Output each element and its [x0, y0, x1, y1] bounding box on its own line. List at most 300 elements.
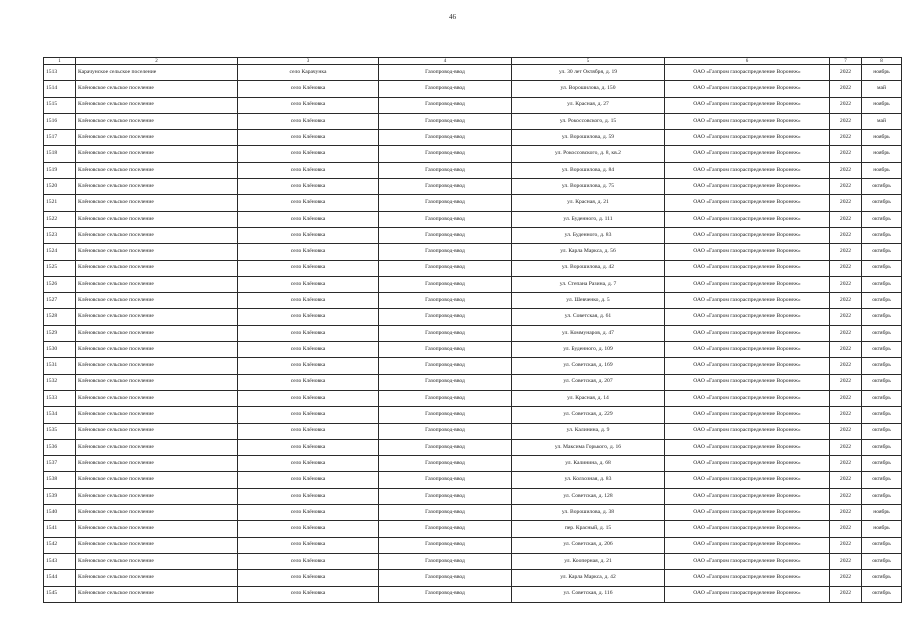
month-cell: октябрь — [862, 325, 902, 341]
settlement-cell: Клёновское сельское поселение — [76, 293, 238, 309]
year-cell: 2022 — [830, 521, 862, 537]
table-row — [44, 537, 902, 553]
operator-cell: ОАО «Газпром газораспределение Воронеж» — [665, 407, 830, 423]
month-cell: октябрь — [862, 553, 902, 569]
month-cell: ноябрь — [862, 146, 902, 162]
row-number-cell: 1529 — [44, 325, 76, 341]
address-cell: ул. Рокоссовского, д. 15 — [512, 113, 665, 129]
table-row — [44, 439, 902, 455]
year-cell: 2022 — [830, 586, 862, 602]
operator-cell: ОАО «Газпром газораспределение Воронеж» — [665, 537, 830, 553]
year-cell: 2022 — [830, 390, 862, 406]
operator-cell: ОАО «Газпром газораспределение Воронеж» — [665, 244, 830, 260]
object-cell: Газопровод-ввод — [379, 195, 512, 211]
operator-cell: ОАО «Газпром газораспределение Воронеж» — [665, 130, 830, 146]
month-cell: май — [862, 81, 902, 97]
locality-cell: село Клёновка — [238, 586, 379, 602]
operator-cell: ОАО «Газпром газораспределение Воронеж» — [665, 390, 830, 406]
month-cell: октябрь — [862, 488, 902, 504]
address-cell: ул. Буденного, д. 109 — [512, 342, 665, 358]
locality-cell: село Клёновка — [238, 423, 379, 439]
object-cell: Газопровод-ввод — [379, 244, 512, 260]
year-cell: 2022 — [830, 130, 862, 146]
locality-cell: село Клёновка — [238, 570, 379, 586]
operator-cell: ОАО «Газпром газораспределение Воронеж» — [665, 423, 830, 439]
page-number: 46 — [449, 13, 456, 21]
object-cell: Газопровод-ввод — [379, 162, 512, 178]
month-cell: октябрь — [862, 293, 902, 309]
header-col-5: 5 — [512, 58, 665, 65]
operator-cell: ОАО «Газпром газораспределение Воронеж» — [665, 456, 830, 472]
year-cell: 2022 — [830, 113, 862, 129]
operator-cell: ОАО «Газпром газораспределение Воронеж» — [665, 195, 830, 211]
object-cell: Газопровод-ввод — [379, 81, 512, 97]
locality-cell: село Клёновка — [238, 407, 379, 423]
table-row — [44, 81, 902, 97]
settlement-cell: Клёновское сельское поселение — [76, 130, 238, 146]
table-row — [44, 358, 902, 374]
address-cell: ул. Ворошилова, д. 150 — [512, 81, 665, 97]
gas-pipeline-table — [43, 57, 902, 603]
object-cell: Газопровод-ввод — [379, 537, 512, 553]
table-row — [44, 211, 902, 227]
table-row — [44, 227, 902, 243]
month-cell: ноябрь — [862, 505, 902, 521]
month-cell: ноябрь — [862, 130, 902, 146]
month-cell: май — [862, 113, 902, 129]
header-row — [44, 58, 902, 65]
table-row — [44, 309, 902, 325]
month-cell: октябрь — [862, 390, 902, 406]
settlement-cell: Клёновское сельское поселение — [76, 407, 238, 423]
table-row — [44, 276, 902, 292]
table-row — [44, 179, 902, 195]
object-cell: Газопровод-ввод — [379, 505, 512, 521]
row-number-cell: 1526 — [44, 276, 76, 292]
year-cell: 2022 — [830, 195, 862, 211]
object-cell: Газопровод-ввод — [379, 374, 512, 390]
month-cell: октябрь — [862, 276, 902, 292]
settlement-cell: Клёновское сельское поселение — [76, 244, 238, 260]
settlement-cell: Клёновское сельское поселение — [76, 586, 238, 602]
locality-cell: село Клёновка — [238, 211, 379, 227]
table-row — [44, 553, 902, 569]
locality-cell: село Клёновка — [238, 472, 379, 488]
table-header — [44, 58, 902, 65]
locality-cell: село Клёновка — [238, 521, 379, 537]
address-cell: ул. Карла Маркса, д. 42 — [512, 570, 665, 586]
row-number-cell: 1517 — [44, 130, 76, 146]
year-cell: 2022 — [830, 342, 862, 358]
object-cell: Газопровод-ввод — [379, 113, 512, 129]
settlement-cell: Клёновское сельское поселение — [76, 472, 238, 488]
settlement-cell: Клёновское сельское поселение — [76, 325, 238, 341]
operator-cell: ОАО «Газпром газораспределение Воронеж» — [665, 260, 830, 276]
year-cell: 2022 — [830, 488, 862, 504]
row-number-cell: 1522 — [44, 211, 76, 227]
locality-cell: село Клёновка — [238, 374, 379, 390]
address-cell: ул. Колхозная, д. 83 — [512, 472, 665, 488]
month-cell: ноябрь — [862, 65, 902, 81]
object-cell: Газопровод-ввод — [379, 390, 512, 406]
row-number-cell: 1528 — [44, 309, 76, 325]
row-number-cell: 1525 — [44, 260, 76, 276]
row-number-cell: 1514 — [44, 81, 76, 97]
operator-cell: ОАО «Газпром газораспределение Воронеж» — [665, 325, 830, 341]
address-cell: пер. Красный, д. 15 — [512, 521, 665, 537]
locality-cell: село Клёновка — [238, 179, 379, 195]
settlement-cell: Клёновское сельское поселение — [76, 537, 238, 553]
row-number-cell: 1530 — [44, 342, 76, 358]
table-row — [44, 65, 902, 81]
locality-cell: село Клёновка — [238, 130, 379, 146]
operator-cell: ОАО «Газпром газораспределение Воронеж» — [665, 342, 830, 358]
year-cell: 2022 — [830, 570, 862, 586]
header-col-1: 1 — [44, 58, 76, 65]
operator-cell: ОАО «Газпром газораспределение Воронеж» — [665, 65, 830, 81]
address-cell: ул. Калинина, д. 9 — [512, 423, 665, 439]
month-cell: октябрь — [862, 244, 902, 260]
operator-cell: ОАО «Газпром газораспределение Воронеж» — [665, 488, 830, 504]
settlement-cell: Клёновское сельское поселение — [76, 260, 238, 276]
operator-cell: ОАО «Газпром газораспределение Воронеж» — [665, 472, 830, 488]
operator-cell: ОАО «Газпром газораспределение Воронеж» — [665, 97, 830, 113]
row-number-cell: 1520 — [44, 179, 76, 195]
address-cell: ул. Советская, д. 206 — [512, 537, 665, 553]
month-cell: октябрь — [862, 439, 902, 455]
address-cell: ул. Красная, д. 21 — [512, 195, 665, 211]
row-number-cell: 1532 — [44, 374, 76, 390]
year-cell: 2022 — [830, 456, 862, 472]
row-number-cell: 1541 — [44, 521, 76, 537]
row-number-cell: 1535 — [44, 423, 76, 439]
table-row — [44, 260, 902, 276]
row-number-cell: 1516 — [44, 113, 76, 129]
operator-cell: ОАО «Газпром газораспределение Воронеж» — [665, 293, 830, 309]
year-cell: 2022 — [830, 537, 862, 553]
locality-cell: село Клёновка — [238, 488, 379, 504]
settlement-cell: Клёновское сельское поселение — [76, 81, 238, 97]
row-number-cell: 1533 — [44, 390, 76, 406]
address-cell: ул. Ворошилова, д. 84 — [512, 162, 665, 178]
year-cell: 2022 — [830, 439, 862, 455]
settlement-cell: Клёновское сельское поселение — [76, 488, 238, 504]
table-row — [44, 146, 902, 162]
object-cell: Газопровод-ввод — [379, 488, 512, 504]
address-cell: ул. Красная, д. 14 — [512, 390, 665, 406]
locality-cell: село Клёновка — [238, 244, 379, 260]
operator-cell: ОАО «Газпром газораспределение Воронеж» — [665, 227, 830, 243]
row-number-cell: 1544 — [44, 570, 76, 586]
object-cell: Газопровод-ввод — [379, 97, 512, 113]
address-cell: ул. Советская, д. 169 — [512, 358, 665, 374]
header-col-4: 4 — [379, 58, 512, 65]
table-row — [44, 505, 902, 521]
row-number-cell: 1515 — [44, 97, 76, 113]
table-row — [44, 113, 902, 129]
month-cell: октябрь — [862, 227, 902, 243]
row-number-cell: 1543 — [44, 553, 76, 569]
settlement-cell: Клёновское сельское поселение — [76, 374, 238, 390]
locality-cell: село Клёновка — [238, 113, 379, 129]
row-number-cell: 1536 — [44, 439, 76, 455]
row-number-cell: 1513 — [44, 65, 76, 81]
settlement-cell: Клёновское сельское поселение — [76, 456, 238, 472]
object-cell: Газопровод-ввод — [379, 146, 512, 162]
year-cell: 2022 — [830, 553, 862, 569]
month-cell: октябрь — [862, 423, 902, 439]
object-cell: Газопровод-ввод — [379, 65, 512, 81]
row-number-cell: 1540 — [44, 505, 76, 521]
header-col-7: 7 — [830, 58, 862, 65]
object-cell: Газопровод-ввод — [379, 130, 512, 146]
object-cell: Газопровод-ввод — [379, 325, 512, 341]
year-cell: 2022 — [830, 293, 862, 309]
year-cell: 2022 — [830, 97, 862, 113]
table-row — [44, 130, 902, 146]
object-cell: Газопровод-ввод — [379, 179, 512, 195]
locality-cell: село Клёновка — [238, 325, 379, 341]
table-row — [44, 423, 902, 439]
address-cell: ул. Карла Маркса, д. 56 — [512, 244, 665, 260]
month-cell: октябрь — [862, 570, 902, 586]
settlement-cell: Клёновское сельское поселение — [76, 113, 238, 129]
operator-cell: ОАО «Газпром газораспределение Воронеж» — [665, 374, 830, 390]
locality-cell: село Клёновка — [238, 260, 379, 276]
row-number-cell: 1521 — [44, 195, 76, 211]
row-number-cell: 1524 — [44, 244, 76, 260]
address-cell: ул. Буденного, д. 111 — [512, 211, 665, 227]
object-cell: Газопровод-ввод — [379, 456, 512, 472]
locality-cell: село Карачунка — [238, 65, 379, 81]
row-number-cell: 1534 — [44, 407, 76, 423]
operator-cell: ОАО «Газпром газораспределение Воронеж» — [665, 113, 830, 129]
table-row — [44, 342, 902, 358]
locality-cell: село Клёновка — [238, 309, 379, 325]
year-cell: 2022 — [830, 227, 862, 243]
object-cell: Газопровод-ввод — [379, 309, 512, 325]
table-row — [44, 325, 902, 341]
operator-cell: ОАО «Газпром газораспределение Воронеж» — [665, 81, 830, 97]
locality-cell: село Клёновка — [238, 342, 379, 358]
address-cell: ул. 30 лет Октября, д. 19 — [512, 65, 665, 81]
month-cell: октябрь — [862, 211, 902, 227]
operator-cell: ОАО «Газпром газораспределение Воронеж» — [665, 586, 830, 602]
table-row — [44, 456, 902, 472]
year-cell: 2022 — [830, 505, 862, 521]
object-cell: Газопровод-ввод — [379, 570, 512, 586]
operator-cell: ОАО «Газпром газораспределение Воронеж» — [665, 505, 830, 521]
row-number-cell: 1542 — [44, 537, 76, 553]
locality-cell: село Клёновка — [238, 537, 379, 553]
month-cell: октябрь — [862, 309, 902, 325]
year-cell: 2022 — [830, 81, 862, 97]
year-cell: 2022 — [830, 276, 862, 292]
object-cell: Газопровод-ввод — [379, 439, 512, 455]
locality-cell: село Клёновка — [238, 146, 379, 162]
table-row — [44, 472, 902, 488]
operator-cell: ОАО «Газпром газораспределение Воронеж» — [665, 521, 830, 537]
locality-cell: село Клёновка — [238, 162, 379, 178]
year-cell: 2022 — [830, 407, 862, 423]
operator-cell: ОАО «Газпром газораспределение Воронеж» — [665, 439, 830, 455]
table-row — [44, 374, 902, 390]
address-cell: ул. Ворошилова, д. 42 — [512, 260, 665, 276]
table-row — [44, 244, 902, 260]
locality-cell: село Клёновка — [238, 390, 379, 406]
object-cell: Газопровод-ввод — [379, 211, 512, 227]
operator-cell: ОАО «Газпром газораспределение Воронеж» — [665, 146, 830, 162]
locality-cell: село Клёновка — [238, 227, 379, 243]
month-cell: октябрь — [862, 456, 902, 472]
row-number-cell: 1523 — [44, 227, 76, 243]
settlement-cell: Клёновское сельское поселение — [76, 146, 238, 162]
header-col-6: 6 — [665, 58, 830, 65]
month-cell: ноябрь — [862, 162, 902, 178]
address-cell: ул. Шевченко, д. 5 — [512, 293, 665, 309]
table-row — [44, 586, 902, 602]
operator-cell: ОАО «Газпром газораспределение Воронеж» — [665, 211, 830, 227]
header-col-2: 2 — [76, 58, 238, 65]
object-cell: Газопровод-ввод — [379, 586, 512, 602]
locality-cell: село Клёновка — [238, 358, 379, 374]
locality-cell: село Клёновка — [238, 81, 379, 97]
row-number-cell: 1531 — [44, 358, 76, 374]
operator-cell: ОАО «Газпром газораспределение Воронеж» — [665, 179, 830, 195]
address-cell: ул. Советская, д. 229 — [512, 407, 665, 423]
table-row — [44, 293, 902, 309]
object-cell: Газопровод-ввод — [379, 521, 512, 537]
settlement-cell: Клёновское сельское поселение — [76, 276, 238, 292]
operator-cell: ОАО «Газпром газораспределение Воронеж» — [665, 276, 830, 292]
settlement-cell: Клёновское сельское поселение — [76, 179, 238, 195]
locality-cell: село Клёновка — [238, 553, 379, 569]
settlement-cell: Клёновское сельское поселение — [76, 521, 238, 537]
settlement-cell: Клёновское сельское поселение — [76, 358, 238, 374]
year-cell: 2022 — [830, 162, 862, 178]
locality-cell: село Клёновка — [238, 97, 379, 113]
address-cell: ул. Степана Разина, д. 7 — [512, 276, 665, 292]
table-row — [44, 162, 902, 178]
settlement-cell: Клёновское сельское поселение — [76, 505, 238, 521]
address-cell: ул. Ворошилова, д. 59 — [512, 130, 665, 146]
month-cell: октябрь — [862, 586, 902, 602]
locality-cell: село Клёновка — [238, 195, 379, 211]
address-cell: ул. Кооперная, д. 21 — [512, 553, 665, 569]
table-row — [44, 390, 902, 406]
year-cell: 2022 — [830, 374, 862, 390]
address-cell: ул. Рокоссовского, д. 8, кв.2 — [512, 146, 665, 162]
address-cell: ул. Коммунаров, д. 47 — [512, 325, 665, 341]
settlement-cell: Клёновское сельское поселение — [76, 227, 238, 243]
table-body — [44, 65, 902, 603]
row-number-cell: 1527 — [44, 293, 76, 309]
year-cell: 2022 — [830, 260, 862, 276]
table-row — [44, 521, 902, 537]
settlement-cell: Клёновское сельское поселение — [76, 439, 238, 455]
operator-cell: ОАО «Газпром газораспределение Воронеж» — [665, 309, 830, 325]
month-cell: октябрь — [862, 179, 902, 195]
address-cell: ул. Буденного, д. 83 — [512, 227, 665, 243]
settlement-cell: Клёновское сельское поселение — [76, 570, 238, 586]
year-cell: 2022 — [830, 211, 862, 227]
row-number-cell: 1545 — [44, 586, 76, 602]
header-col-3: 3 — [238, 58, 379, 65]
operator-cell: ОАО «Газпром газораспределение Воронеж» — [665, 553, 830, 569]
table-row — [44, 407, 902, 423]
month-cell: ноябрь — [862, 97, 902, 113]
settlement-cell: Клёновское сельское поселение — [76, 342, 238, 358]
address-cell: ул. Ворошилова, д. 38 — [512, 505, 665, 521]
object-cell: Газопровод-ввод — [379, 472, 512, 488]
month-cell: октябрь — [862, 472, 902, 488]
settlement-cell: Клёновское сельское поселение — [76, 309, 238, 325]
row-number-cell: 1518 — [44, 146, 76, 162]
object-cell: Газопровод-ввод — [379, 276, 512, 292]
settlement-cell: Клёновское сельское поселение — [76, 423, 238, 439]
object-cell: Газопровод-ввод — [379, 342, 512, 358]
month-cell: октябрь — [862, 358, 902, 374]
row-number-cell: 1539 — [44, 488, 76, 504]
month-cell: октябрь — [862, 407, 902, 423]
object-cell: Газопровод-ввод — [379, 358, 512, 374]
address-cell: ул. Советская, д. 61 — [512, 309, 665, 325]
month-cell: октябрь — [862, 195, 902, 211]
address-cell: ул. Калинина, д. 68 — [512, 456, 665, 472]
operator-cell: ОАО «Газпром газораспределение Воронеж» — [665, 570, 830, 586]
settlement-cell: Клёновское сельское поселение — [76, 211, 238, 227]
operator-cell: ОАО «Газпром газораспределение Воронеж» — [665, 162, 830, 178]
month-cell: октябрь — [862, 374, 902, 390]
object-cell: Газопровод-ввод — [379, 227, 512, 243]
address-cell: ул. Советская, д. 207 — [512, 374, 665, 390]
settlement-cell: Клёновское сельское поселение — [76, 162, 238, 178]
year-cell: 2022 — [830, 65, 862, 81]
settlement-cell: Клёновское сельское поселение — [76, 390, 238, 406]
month-cell: октябрь — [862, 260, 902, 276]
year-cell: 2022 — [830, 309, 862, 325]
row-number-cell: 1537 — [44, 456, 76, 472]
settlement-cell: Клёновское сельское поселение — [76, 195, 238, 211]
table-row — [44, 570, 902, 586]
address-cell: ул. Советская, д. 128 — [512, 488, 665, 504]
locality-cell: село Клёновка — [238, 456, 379, 472]
year-cell: 2022 — [830, 146, 862, 162]
month-cell: ноябрь — [862, 521, 902, 537]
locality-cell: село Клёновка — [238, 439, 379, 455]
locality-cell: село Клёновка — [238, 293, 379, 309]
object-cell: Газопровод-ввод — [379, 553, 512, 569]
year-cell: 2022 — [830, 358, 862, 374]
row-number-cell: 1519 — [44, 162, 76, 178]
object-cell: Газопровод-ввод — [379, 293, 512, 309]
month-cell: октябрь — [862, 537, 902, 553]
year-cell: 2022 — [830, 244, 862, 260]
address-cell: ул. Красная, д. 27 — [512, 97, 665, 113]
operator-cell: ОАО «Газпром газораспределение Воронеж» — [665, 358, 830, 374]
header-col-8: 8 — [862, 58, 902, 65]
locality-cell: село Клёновка — [238, 276, 379, 292]
table-row — [44, 195, 902, 211]
table-row — [44, 97, 902, 113]
locality-cell: село Клёновка — [238, 505, 379, 521]
settlement-cell: Клёновское сельское поселение — [76, 97, 238, 113]
row-number-cell: 1538 — [44, 472, 76, 488]
object-cell: Газопровод-ввод — [379, 260, 512, 276]
year-cell: 2022 — [830, 179, 862, 195]
address-cell: ул. Максима Горького, д. 16 — [512, 439, 665, 455]
object-cell: Газопровод-ввод — [379, 423, 512, 439]
